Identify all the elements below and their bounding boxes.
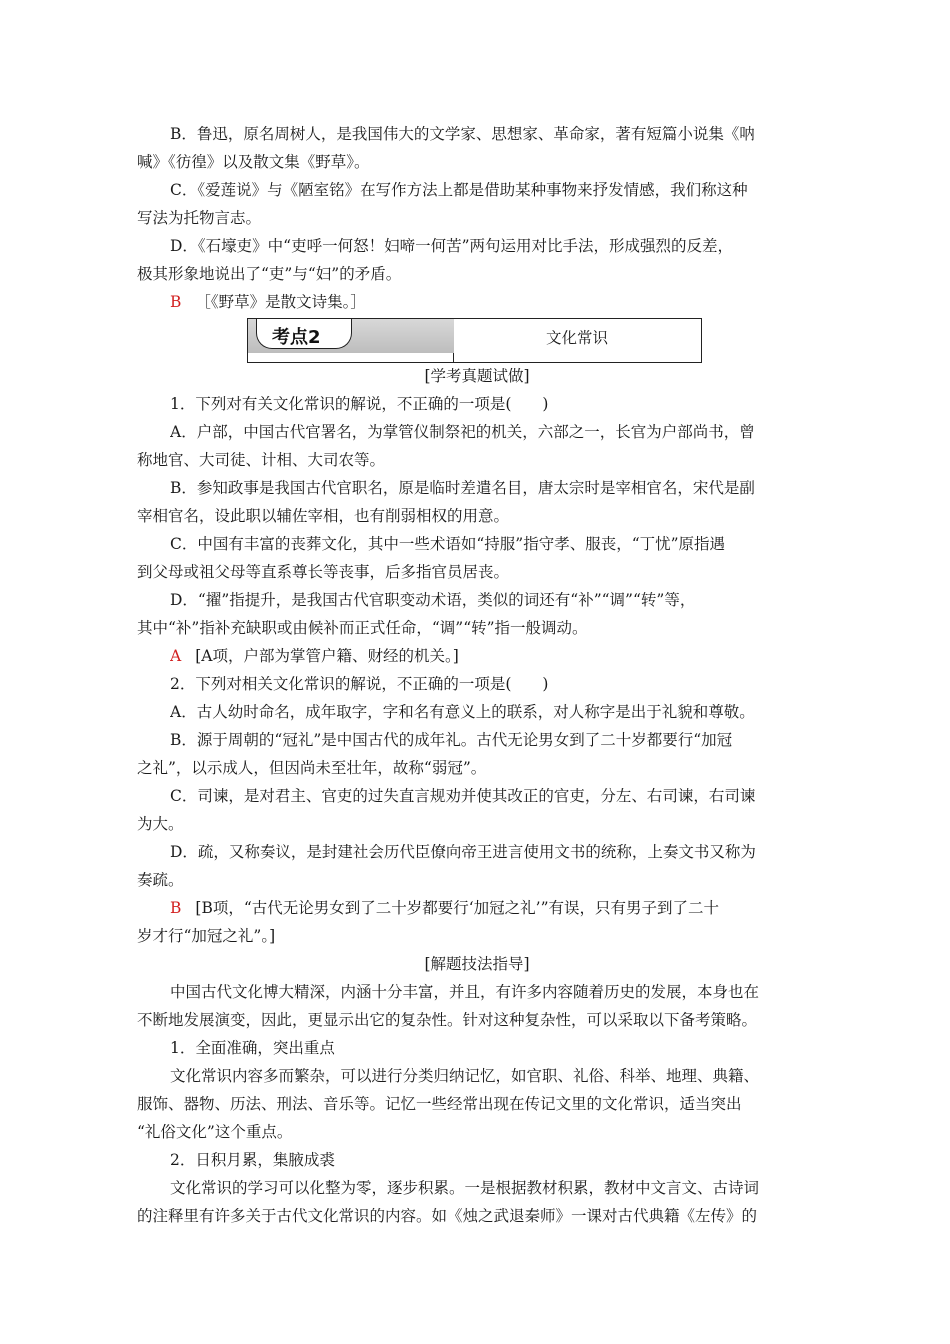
section-banner [247, 318, 702, 363]
answer-2-text-line-2: 岁才行“加冠之礼”。] [137, 927, 276, 945]
banner-title: 文化常识 [545, 329, 608, 347]
q2-option-d-line-2: 奏疏。 [137, 871, 184, 889]
intro-line-2: 不断地发展演变，因此，更显示出它的复杂性。针对这种复杂性，可以采取以下备考策略。 [137, 1011, 758, 1029]
tip-1-line-2: 服饰、器物、历法、刑法、音乐等。记忆一些经常出现在传记文里的文化常识，适当突出 [137, 1095, 742, 1113]
answer-2-letter: B [170, 899, 182, 917]
tip-1-title: 1．全面准确，突出重点 [170, 1039, 335, 1057]
answer-0-text: ［《野草》是散文诗集。］ [195, 293, 366, 311]
q1-option-a-line-1: A．户部，中国古代官署名，为掌管仪制祭祀的机关，六部之一，长官为户部尚书，曾 [170, 423, 755, 441]
q1-option-a-line-2: 称地官、大司徒、计相、大司农等。 [137, 451, 386, 469]
option-d-line-2: 极其形象地说出了“吏”与“妇”的矛盾。 [137, 265, 402, 283]
q1-option-b-line-2: 宰相官名，设此职以辅佐宰相，也有削弱相权的用意。 [137, 507, 510, 525]
option-d-line-1: D．《石壕吏》中“吏呼一何怒！妇啼一何苦”两句运用对比手法，形成强烈的反差， [170, 237, 734, 255]
q2-option-c-line-1: C．司谏，是对君主、官吏的过失直言规劝并使其改正的官吏，分左、右司谏，右司谏 [170, 787, 756, 805]
banner-divider [453, 353, 454, 362]
answer-2 [170, 898, 817, 918]
option-b-line-2: 喊》《彷徨》以及散文集《野草》。 [137, 153, 370, 171]
question-1-stem: 1．下列对有关文化常识的解说，不正确的一项是( ) [170, 395, 549, 413]
heading-guide: [解题技法指导] [424, 955, 530, 973]
q1-option-d-line-2: 其中“补”指补充缺职或由候补而正式任命，“调”“转”指一般调动。 [137, 619, 588, 637]
q1-option-c-line-2: 到父母或祖父母等直系尊长等丧事，后多指官员居丧。 [137, 563, 510, 581]
answer-1-text: [A项，户部为掌管户籍、财经的机关。] [195, 647, 459, 665]
answer-0-letter: B [170, 293, 182, 311]
question-2-stem: 2．下列对相关文化常识的解说，不正确的一项是( ) [170, 675, 549, 693]
q2-option-c-line-2: 为大。 [137, 815, 184, 833]
answer-1 [170, 646, 817, 666]
q2-option-b-line-2: 之礼”，以示成人，但因尚未至壮年，故称“弱冠”。 [137, 759, 487, 777]
tip-1-line-3: “礼俗文化”这个重点。 [137, 1123, 293, 1141]
answer-0 [170, 292, 817, 312]
q1-option-d-line-1: D．“擢”指提升，是我国古代官职变动术语，类似的词还有“补”“调”“转”等， [170, 591, 696, 609]
q2-option-a-line-1: A．古人幼时命名，成年取字，字和名有意义上的联系，对人称字是出于礼貌和尊敬。 [170, 703, 755, 721]
intro-line-1: 中国古代文化博大精深，内涵十分丰富，并且，有许多内容随着历史的发展，本身也在 [170, 983, 760, 1001]
option-c-line-2: 写法为托物言志。 [137, 209, 262, 227]
tip-2-title: 2．日积月累，集腋成裘 [170, 1151, 335, 1169]
answer-2-text-line-1: [B项，“古代无论男女到了二十岁都要行‘加冠之礼’”有误，只有男子到了二十 [195, 899, 720, 917]
tip-2-line-2: 的注释里有许多关于古代文化常识的内容。如《烛之武退秦师》一课对古代典籍《左传》的 [137, 1207, 758, 1225]
q1-option-c-line-1: C．中国有丰富的丧葬文化，其中一些术语如“持服”指守孝、服丧，“丁忧”原指遇 [170, 535, 726, 553]
option-b-line-1: B．鲁迅，原名周树人，是我国伟大的文学家、思想家、革命家，著有短篇小说集《呐 [170, 125, 755, 143]
heading-trial: [学考真题试做] [424, 367, 530, 385]
tip-1-line-1: 文化常识内容多而繁杂，可以进行分类归纳记忆，如官职、礼俗、科举、地理、典籍、 [170, 1067, 760, 1085]
banner-label-background [248, 319, 454, 353]
banner-label: 考点2 [272, 327, 321, 348]
option-c-line-1: C．《爱莲说》与《陋室铭》在写作方法上都是借助某种事物来抒发情感，我们称这种 [170, 181, 748, 199]
tip-2-line-1: 文化常识的学习可以化整为零，逐步积累。一是根据教材积累，教材中文言文、古诗词 [170, 1179, 760, 1197]
q2-option-b-line-1: B．源于周朝的“冠礼”是中国古代的成年礼。古代无论男女到了二十岁都要行“加冠 [170, 731, 733, 749]
q2-option-d-line-1: D．疏，又称奏议，是封建社会历代臣僚向帝王进言使用文书的统称，上奏文书又称为 [170, 843, 756, 861]
answer-1-letter: A [170, 647, 182, 665]
q1-option-b-line-1: B．参知政事是我国古代官职名，原是临时差遣名目，唐太宗时是宰相官名，宋代是副 [170, 479, 755, 497]
